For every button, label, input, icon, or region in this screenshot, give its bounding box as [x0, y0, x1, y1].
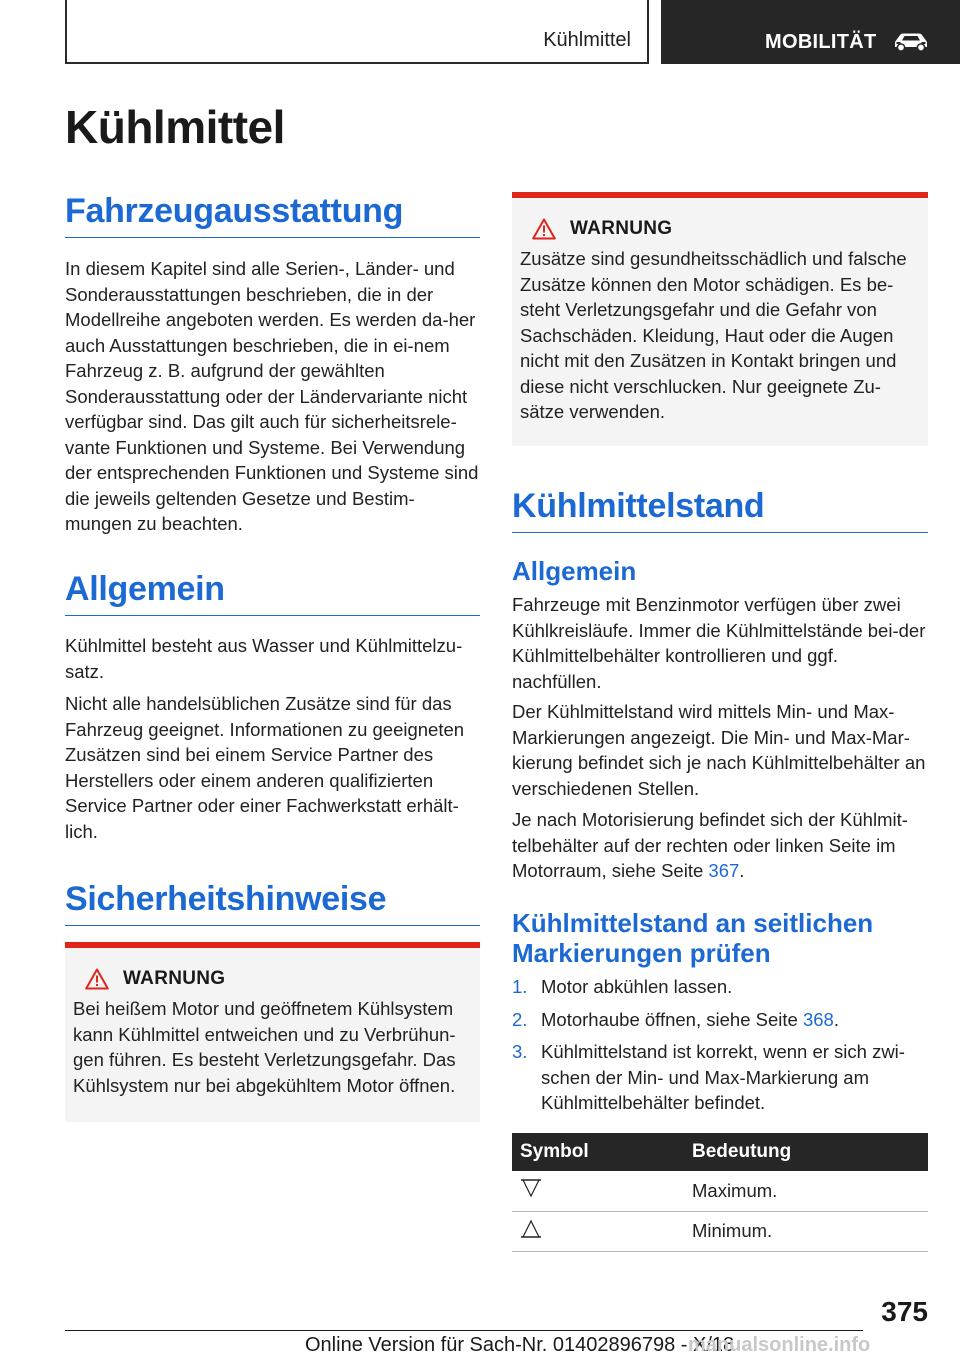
header-section-label: Kühlmittel: [543, 29, 631, 51]
subheading-allgemein: Allgemein: [512, 556, 637, 586]
step-text: [541, 1039, 928, 1116]
page-number: 375: [881, 1296, 928, 1327]
step-text: [541, 1007, 839, 1033]
list-item: [512, 1039, 928, 1116]
warning-header: [520, 218, 920, 240]
warning-header: [73, 968, 472, 990]
table-header-row: [512, 1133, 928, 1171]
warning-text: Bei heißem Motor und geöffnetem Kühlsystem kann Kühlmittel entweichen und zu Verbrühun-gen führen. Es besteht Verletzungsgefahr. Das Kühlsystem nur bei abgekühltem Motor öffnen.: [73, 998, 456, 1096]
symbol-table: [512, 1133, 928, 1252]
footer-divider: [65, 1330, 863, 1331]
watermark: manualsonline.info: [688, 1334, 871, 1356]
header-chapter-box: [661, 0, 960, 64]
car-icon: [891, 31, 931, 53]
steps-list: [512, 974, 928, 1123]
step-number: 1.: [512, 976, 528, 997]
warning-triangle-icon: [532, 218, 556, 240]
paragraph-stand-3-text: Je nach Motorisierung befindet sich der Kühlmit-telbehälter auf der rechten oder linken Seite im Motorraum, siehe Seite: [512, 809, 908, 881]
step-text-content: Kühlmittelstand ist korrekt, wenn er sich zwi-schen der Min- und Max-Markierung am Kühlmittelbehälter befindet.: [541, 1041, 905, 1113]
footer-text: Online Version für Sach-Nr. 01402896798 - X/18: [305, 1334, 735, 1356]
warning-box-right: [512, 192, 928, 446]
subheading-pruefen: Kühlmittelstand an seitlichen Markierungen prüfen: [512, 908, 874, 968]
page-link-367[interactable]: 367: [708, 860, 740, 881]
table-row: [512, 1211, 928, 1251]
heading-allgemein: Allgemein: [65, 570, 480, 616]
meaning-cell: Maximum.: [684, 1171, 928, 1211]
header-chapter-label: MOBILITÄT: [765, 31, 877, 53]
symbol-cell: [512, 1171, 684, 1211]
list-item: [512, 974, 928, 1000]
step-number: 3.: [512, 1041, 528, 1062]
meaning-cell: Minimum.: [684, 1211, 928, 1251]
max-marker-icon: [520, 1178, 542, 1198]
list-item: [512, 1007, 928, 1033]
warning-box-left: [65, 942, 480, 1122]
paragraph-stand-3-end: .: [739, 860, 745, 881]
warning-label: WARNUNG: [123, 968, 226, 989]
paragraph-allgemein-2: Nicht alle handelsüblichen Zusätze sind für das Fahrzeug geeignet. Informationen zu geeigneten Zusätzen sind bei einem Service Partner des Herstellers oder einem anderen qualifizierten Service Partner oder einer Fachwerkstatt erhält-lich.: [65, 693, 465, 842]
header-section-box: [65, 0, 649, 64]
page-link-368[interactable]: 368: [802, 1008, 834, 1030]
heading-fahrzeugausstattung: Fahrzeugausstattung: [65, 192, 480, 238]
step-text: [541, 974, 732, 1000]
paragraph-stand-3: [512, 807, 928, 884]
step-text-end: .: [833, 1008, 839, 1030]
column-header-symbol: Symbol: [512, 1133, 684, 1171]
heading-sicherheitshinweise: Sicherheitshinweise: [65, 880, 480, 926]
paragraph-fahrzeugausstattung: In diesem Kapitel sind alle Serien-, Länder- und Sonderausstattungen beschrieben, die in der Modellreihe angeboten werden. Es werden da-her auch Ausstattungen beschrieben, die in ei-nem Fahrzeug z. B. aufgrund der gewählten Sonderausstattung oder der Ländervariante nicht verfügbar sind. Das gilt auch für sicherheitsrele-vante Funktionen und Systeme. Bei Verwendung der entsprechenden Funktionen und Systeme sind die jeweils geltenden Gesetze und Bestim-mungen zu beachten.: [65, 258, 479, 534]
warning-triangle-icon: [85, 968, 109, 990]
step-text-content: Motorhaube öffnen, siehe Seite: [541, 1008, 803, 1030]
column-header-bedeutung: Bedeutung: [684, 1133, 928, 1171]
paragraph-allgemein-1: Kühlmittel besteht aus Wasser und Kühlmittelzu-satz.: [65, 635, 463, 682]
paragraph-stand-1: Fahrzeuge mit Benzinmotor verfügen über zwei Kühlkreisläufe. Immer die Kühlmittelstände bei-der Kühlmittelbehälter kontrollieren und ggf. nachfüllen.: [512, 594, 926, 692]
warning-label: WARNUNG: [570, 218, 673, 239]
step-text-content: Motor abkühlen lassen.: [541, 976, 733, 997]
step-number: 2.: [512, 1008, 528, 1030]
heading-kuehlmittelstand: Kühlmittelstand: [512, 487, 928, 533]
warning-text: Zusätze sind gesundheitsschädlich und falsche Zusätze können den Motor schädigen. Es be-steht Verletzungsgefahr und die Gefahr von Sachschäden. Kleidung, Haut oder die Augen nicht mit den Zusätzen in Kontakt bringen und diese nicht verschlucken. Nur geeignete Zu-sätze verwenden.: [520, 248, 907, 422]
paragraph-stand-2: Der Kühlmittelstand wird mittels Min- und Max-Markierungen angezeigt. Die Min- und Max-Mar-kierung befindet sich je nach Kühlmittelbehälter an verschiedenen Stellen.: [512, 701, 926, 799]
table-row: [512, 1171, 928, 1211]
page-title: Kühlmittel: [65, 101, 285, 153]
min-marker-icon: [520, 1219, 542, 1239]
symbol-cell: [512, 1211, 684, 1251]
